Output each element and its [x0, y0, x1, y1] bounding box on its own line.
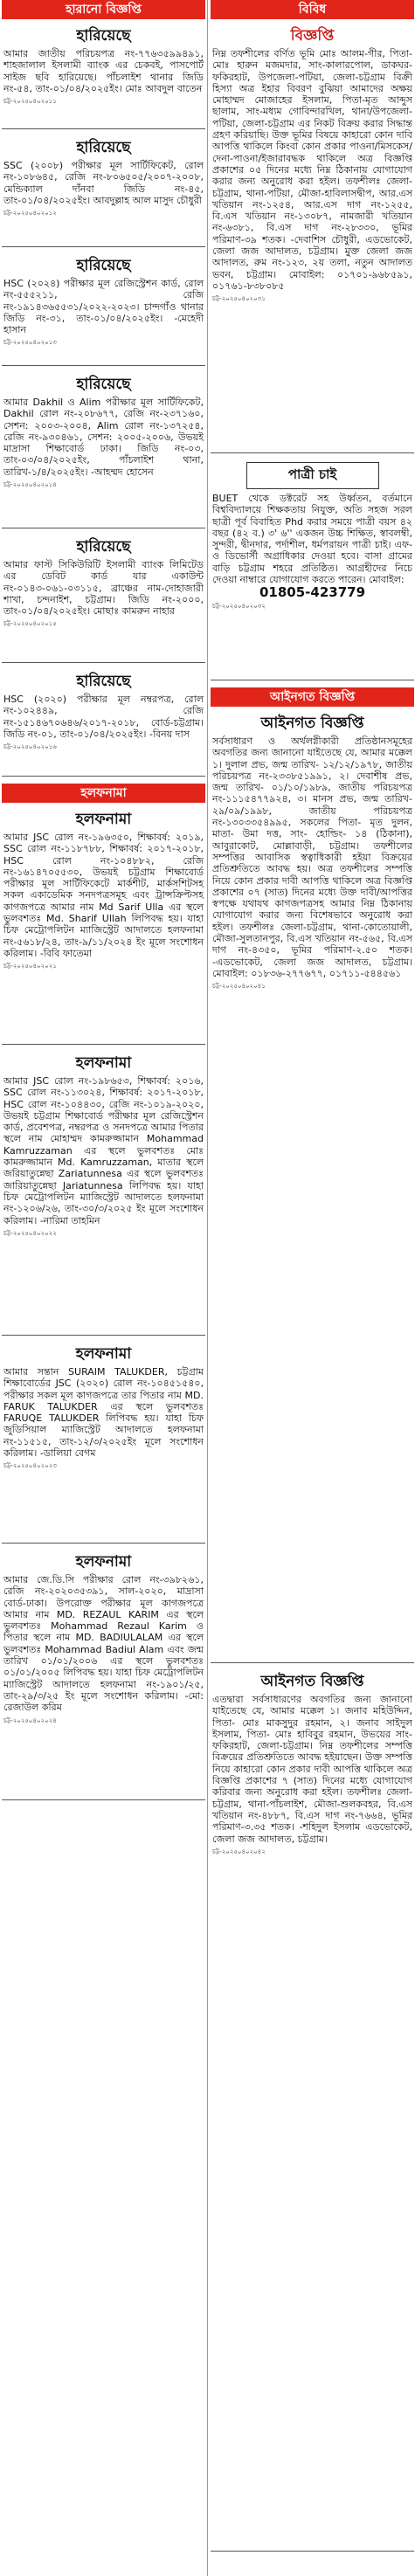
ad-code: চট্ট-২০২৫০৪০২০২২ [3, 1229, 57, 1237]
ad-heading: হারিয়েছে [76, 27, 131, 45]
affidavit-ad [2, 808, 205, 1045]
affidavit-ad [2, 1343, 205, 1544]
misc-section-header: বিবিধ [211, 0, 414, 19]
ad-body: SSC (২০০৮) পরীক্ষার মূল সার্টিফিকেট, রোল নং-১০৮৬৪৫, রেজি নং-৮০৬৫০৫/২০০৭-২০০৮, মেন্ডিক্যাল দাঁনবা জিডি নং-৪৫, তাং-০১/০৪/২০২৫ইং। আবদুল্লাহ আল মাসুদ চৌধুরী [3, 160, 204, 206]
ad-heading: আইনগত বিজ্ঞপ্তি [260, 1673, 364, 1690]
lost-ad [2, 670, 205, 777]
lost-ad [2, 24, 205, 129]
left-column [2, 0, 205, 1807]
phone-number: 01805-423779 [259, 584, 366, 601]
lost-ad [2, 136, 205, 247]
ad-code: চট্ট-২০২৫০৪০২০৩১ [212, 295, 266, 303]
lost-ad [2, 373, 205, 528]
ad-code: চট্ট-২০২৫০৪০২০১১ [3, 98, 57, 106]
ad-heading: হারিয়েছে [76, 376, 131, 393]
ad-heading: হারিয়েছে [76, 257, 131, 274]
affidavit-ad [2, 1550, 205, 1800]
lost-section-header: হারানো বিজ্ঞপ্তি [2, 0, 205, 19]
ad-body: HSC (২০২০) পরীক্ষার মূল নম্বরপত্র, রোল নং-১০২৪৪৯, রেজি নং-১৫১৪৬৭০৬৪৬/২০১৭-২০১৮, বোর্ড-চট্টগ্রাম। জিডি নং-০১, তাং-০১/০৪/২০২৫ইং। -বিনয় দাস [3, 694, 204, 740]
ad-body: আমার জাতীয় পরিচয়পত্র নং-৭৭৬৩৫৯৯৪৯১, শাহজালাল ইসলামী ব্যাংক এর চেকবই, পাসপোর্ট সাইজ ছবি হারিয়েছে। পাঁচলাইশ থানার জিডি নং-৫৪, তাং-০১/০৪/২০২৫ইং। মোঃ আবদুল বাতেন [3, 48, 204, 94]
ad-body: আমার জে.ডি.সি পরীক্ষার রোল নং-৩৯৮২৬১, রেজি নং-২০২০৩৫৩৯১, সাল-২০২০, মাদ্রাসা বোর্ড-ঢাকা। উপরোক্ত পরীক্ষার মূল কাগজপত্রে আমার নাম MD. REZAUL KARIM এর স্থলে ভুলবশতঃ Mohammad Rezaul Karim ও পিতার স্থলে নাম MD. BADIULALAM এর স্থলে ভুলবশতঃ Mohammad Badiul Alam এবং জন্ম তারিখ ০১/০১/২০০৬ এর স্থলে ভুলবশতঃ ০১/০১/২০০৫ লিপিবদ্ধ হয়। যাহা চিফ মেট্রোপলিটন ম্যাজিস্ট্রেট আদালতে হলফনামা নং-১৯০১/২৫, তাং-২৯/৩/২৫ ইং মূলে সংশোধন করিলাম। -মো: রেজাউল করিম [3, 1574, 204, 1714]
ad-heading: পাত্রী চাই [246, 462, 379, 489]
ad-body: আমার JSC রোল নং-১৯৮৬৫৩, শিক্ষাবর্ষ: ২০১৬, SSC রোল নং-১১৩০২৪, শিক্ষাবর্ষ: ২০১৭-২০১৮, HSC রোল নং-১০৪৪৩০, রেজি নং-১০১৯-২০২০, উভয়ই চট্টগ্রাম শিক্ষাবোর্ড পরীক্ষার মূল রেজিস্ট্রেশন কার্ড, প্রবেশপত্র, নম্বরপত্র ও সনদপত্রে আমার পিতার স্থলে নাম মোহাম্মদ কামরুজ্জামান Mohammad Kamruzzaman এর স্থলে ভুলবশতঃ মোঃ কামরুজ্জামান Md. Kamruzzaman, মাতার স্থলে জরিয়াতুন্নেছা Zariatunnesa এর স্থলে ভুলবশতঃ জারিয়াতুন্নেছা Jariatunnesa লিপিবদ্ধ হয়। যাহা চিফ মেট্রোপলিটন ম্যাজিস্ট্রেট আদালতে হলফনামা নং-১২০৬/২৬, তাং-৩০/৩/২০২৫ ইং মূলে সংশোধন করিলাম। -নারিমা তাহমিন [3, 1075, 204, 1226]
legal-ad [211, 712, 414, 1663]
ad-heading: হলফনামা [75, 1054, 132, 1072]
ad-body: নিম্ন তফশীলের বর্ণিত ভূমি মোঃ আলম-গীর, পিতা-মোঃ হারুন মজমদার, সাং-কালারপোল, ডাকঘর-ফকিরহাট, উপজেলা-পটিয়া, জেলা-চট্টগ্রাম বিক্রী হিস্যা অত্র ইহার বিবরণ বুঝিয়া আমাদের অক্ষয় মোহাম্মদ মোজাহের ইসলাম, পিতা-মৃত আব্দুস ছালাম, সাং-মধ্যম গোবিন্দারখিল, থানা/উপজেলা-পটিয়া, জেলা-চট্টগ্রাম এর নিকট বিক্রয় করার সিদ্ধান্ত গ্রহণ করিয়াছি। উক্ত ভূমির বিষয়ে কাহারো কোন দাবি আপত্তি থাকিলে কিংবা কোন প্রকার পাওনা/মিসকেস/ দেনা-পাওনা/ইজারাবদ্ধক থাকিলে অত্র বিজ্ঞপ্তি প্রকাশের ০৫ দিনের মধ্যে নিম্ন ঠিকানায় যোগাযোগ করার জন্য অনুরোধ করা হইল। তফশীলঃ জেলা-চট্টগ্রাম, থানা-পটিয়া, মৌজা-হাবিলাসদ্বীপ, আর.এস খতিয়ান নং-১২৫৪, আর.এস দাগ নং-১২৫৫, বি.এস খতিয়ান নং-১৩০৮৭, নামজারী খতিয়ান নং-৬৩৮১, বি.এস দাগ নং-২৮৩৩০, ভূমির পরিমাণ-৩৯ শতক। -দেবাশিস চৌধুরী, এডভোকেট, জেলা জজ আদালত, চট্টগ্রাম। মুক্ত জেলা জজ আদালত, রুম নং-১২৩, ২য় তলা, নতুন আদালত ভবন, চট্টগ্রাম। মোবাইল: ০১৭০১-৯৬৮৫৯১, ০১৭৬১-৮৩৮০৮৫ [212, 48, 412, 292]
ad-body: সর্বসাধারণ ও অর্থলগ্নীকারী প্রতিষ্ঠানসমূহের অবগতির জন্য জানানো যাইতেছে যে, আমার মক্কেল ১। দুলাল প্রভ, জন্ম তারিখ- ১২/১২/১৯৭৮, জাতীয় পরিচয়পত্র নং-২৩৩৮৫১৯৯১, ২। দেবাশীষ প্রভ, জন্ম তারিখ- ০১/১০/১৯৮৯, জাতীয় পরিচয়পত্র নং-১১১৫৪৭৭৯২৪, ৩। মানস প্রভ, জন্ম তারিখ- ২৯/০৯/১৯৯৮, জাতীয় পরিচয়পত্র নং-১৩০৩৩৫৪৯৯৫, সকলের পিতা- মৃত দুলন, মাতা- উমা দত্ত, সাং- হোল্ডিং- ১৪ (ঠিকানা), আবুরাকোট, মোল্লাবাড়ী, চট্টগ্রাম। তফশীলের সম্পত্তির আবাসিক স্বত্বাধিকারী হইয়া বিক্রয়ের প্রতিশ্রুতিতে আবদ্ধ হয়। অত্র তফশীলের সম্পত্তি নিয়ে কোন প্রকার দাবী আপত্তি থাকিলে অত্র বিজ্ঞপ্তি প্রকাশের ০৭ (সাত) দিনের মধ্যে উক্ত দাবী/আপত্তির স্বপক্ষে যথাযথ কাগজপত্রসহ আমার নিম্ন ঠিকানায় যোগাযোগ করার জন্য বিশেষভাবে অনুরোধ করা হইল। তফশীলঃ জেলা-চট্টগ্রাম, থানা-কোতোয়ালী, মৌজা-সুলতানপুর, বি.এস খতিয়ান নং-৫৬৫, বি.এস দাগ নং-৪৩৫০, ভূমির পরিমাণ-২.৫০ শতক। -এডভোকেট, জেলা জজ আদালত, চট্টগ্রাম। মোবাইল: ০১৮৩৬-২৭৭৬৭৭, ০১৭১১-৫৪৪৫৬১ [212, 736, 412, 979]
ad-heading: আইনগত বিজ্ঞপ্তি [260, 715, 364, 732]
ad-body: এতদ্বারা সর্বসাধারণের অবগতির জন্য জানানো যাইতেছে যে, আমার মক্কেল ১। জনাব মহিউদ্দিন, পিতা- মোঃ মাকসুদুর রহমান, ২। জনাব সাইদুল ইসলাম, পিতা- মোঃ হাবিবুর রহমান, উভয়ের সাং- ফকিরহাট, জেলা-চট্টগ্রাম। নিম্ন তফশীলের সম্পত্তি বিক্রয়ের প্রতিশ্রুতিতে আবদ্ধ হইয়াছেন। উক্ত সম্পত্তি নিয়ে কাহারো কোন প্রকার দাবী আপত্তি থাকিলে অত্র বিজ্ঞপ্তি প্রকাশের ৭ (সাত) দিনের মধ্যে যোগাযোগ করিবার জন্য অনুরোধ করা হইল। তফশীলঃ জেলা-চট্টগ্রাম, থানা-পাঁচলাইশ, মৌজা-শুলকবহর, বি.এস খতিয়ান নং-৪৮৮৭, বি.এস দাগ নং-৭৬৬৪, ভূমির পরিমাণ-৩.৩৫ শতক। -শহিদুল ইসলাম এডভোকেট, জেলা জজ আদালত, চট্টগ্রাম। [212, 1694, 412, 1845]
ad-heading: বিজ্ঞপ্তি [290, 27, 335, 45]
ad-code: চট্ট-২০২৫০৪০২০২৩ [3, 1462, 57, 1470]
ad-heading: হলফনামা [75, 811, 132, 828]
ad-code: চট্ট-২০২৫০৪০২০৪২ [212, 1847, 266, 1855]
ad-body: আমার সন্তান SURAIM TALUKDER, চট্টগ্রাম শিক্ষাবোর্ডের JSC (২০২০) রোল নং-১০৪৫১৫৪০, পরীক্ষার সকল মূল কাগজপত্রে তার পিতার নাম MD. FARUK TALUKDER এর স্থলে ভুলবশতঃ FARUQE TALUKDER লিপিবদ্ধ হয়। যাহা চিফ জুডিসিয়াল ম্যাজিস্ট্রেট আদালতে হলফনামা নং-১১৫১৫, তাং-১২/৩/২০২৫ইং মূলে সংশোধন করিলাম। -ডালিয়া বেগম [3, 1366, 204, 1460]
right-column [211, 0, 414, 2559]
ad-body: HSC (২০২৪) পরীক্ষার মূল রেজিস্ট্রেশন কার্ড, রোল নং-৫৫৫২১১, রেজি নং-১৯১৪৩৬৫৫৩১/২০২২-২০২৩। চান্দগাঁও থানার জিডি নং-৩১, তাং-০১/০৪/২০২৫ইং। -মেহেদী হাসান [3, 278, 204, 336]
misc-ad [211, 24, 414, 453]
ad-body: আমার JSC রোল নং-১৯৬৩৫০, শিক্ষাবর্ষ: ২০১৯, SSC রোল নং-১১৮৭৮৮, শিক্ষাবর্ষ: ২০১৭-২০১৮, HSC রোল নং-১০৪৮৮২, রেজি নং-১৬১৪৭০৫৫৩০, উভয়ই চট্টগ্রাম শিক্ষাবোর্ড পরীক্ষার মূল সার্টিফিকেটে মার্কশীট, মার্কসশিটসহ সকল একাডেমিক সনদপত্রসমূহ এবং ট্রান্সক্রিপ্টসহ কাগজপত্রে আমার নাম Md Sarif Ulla এর স্থলে ভুলবশতঃ Md. Sharif Ullah লিপিবদ্ধ হয়। যাহা চিফ মেট্রোপলিটন ম্যাজিস্ট্রেট আদালতে হলফনামা নং-৫৬১৮/২৪, তাং-৯/১১/২০২৪ ইং মূলে সংশোধন করিলাম। -বিবি ফাতেমা [3, 832, 204, 959]
ad-heading: হারিয়েছে [76, 538, 131, 556]
ad-code: চট্ট-২০২৫০৪০২০১৪ [3, 481, 57, 489]
affidavit-ad [2, 1052, 205, 1336]
ad-code: চট্ট-২০২৫০৪০২০২১ [3, 963, 57, 970]
ad-body: BUET থেকে ডক্টরেট সহ উর্ধ্বতন, বর্তমানে বিশ্ববিদ্যালয়ে শিক্ষকতায় নিযুক্ত, অতি সহজ সরল ছাত্রী পূর্ব বিবাহিত Phd করার সময়ে পাত্রী বয়স ৪২ বছর (৪২ ব.) ৩' ৬'' একজন উচ্চ শিক্ষিত, স্বাবলম্বী, সুন্দরী, দ্বীনদার, পর্দাশীল, ধর্মপরায়ন পাত্রী চাই। এফ-ও ডিভোর্সী অগ্রাধিকার দেওয়া হবে। বাসা গ্রামের বাড়ি চট্টগ্রাম শহরে প্রতিষ্ঠিত। আগ্রহীদের নিচে দেওয়া নাম্বারে যোগাযোগ করতে পারেন। মোবাইল: [212, 493, 412, 586]
ad-code: চট্ট-২০২৫০৪০২০২৪ [3, 1716, 57, 1724]
ad-code: চট্ট-২০২৫০৪০২০১৩ [3, 339, 57, 347]
ad-code: চট্ট-২০২৫০৪০২০১৬ [3, 743, 57, 751]
ad-code: চট্ট-২০২৫০৪০২০১৫ [3, 620, 57, 628]
legal-ad [211, 1670, 414, 2552]
ad-code: চট্ট-২০২৫০৪০২০১২ [3, 210, 57, 218]
ad-body: আমার ফাস্ট সিকিউরিটি ইসলামী ব্যাংক লিমিটেড এর ডেবিট কার্ড যার একাউন্ট নং-০১৪৩-০৬১-০৩১১৫, ব্রাঞ্চের নাম-দোহাজারী শাখা, চন্দনাইশ, চট্টগ্রাম। জিডি নং-২০০০, তাং-০১/০৪/২০২৫ইং। মোছাঃ কামরুন নাহার [3, 559, 204, 618]
bride-wanted-ad [211, 460, 414, 680]
ad-code: চট্ট-২০২৫০৪০২০৪১ [212, 983, 266, 991]
ad-heading: হলফনামা [75, 1553, 132, 1571]
column-divider [207, 0, 208, 2576]
ad-heading: হারিয়েছে [76, 139, 131, 156]
legal-section-header: আইনগত বিজ্ঞপ্তি [211, 687, 414, 707]
ad-code: চট্ট-২০২৫০৪০২০৩২ [212, 602, 266, 610]
lost-ad [2, 535, 205, 663]
ad-heading: হলফনামা [75, 1345, 132, 1363]
ad-body: আমার Dakhil ও Alim পরীক্ষার মূল সার্টিফিকেট, Dakhil রোল নং-২০৮৬৭৭, রেজি নং-২৩৭১৬০, সেশন: ২০০৩-২০০৪, Alim রোল নং-১৩৭২৫৪, রেজি নং-৯৩০৪৬১, সেশন: ২০০৫-২০০৬, উভয়ই মাদ্রাসা শিক্ষাবোর্ড ঢাকা। জিডি নং-০৩, তাং-০৩/০৪/২০২৫ইং, পাঁচলাইশ থানা, তারিখ-১/৪/২০২৫ইং। -আহম্মদ হোসেন [3, 397, 204, 478]
ad-heading: হারিয়েছে [76, 673, 131, 690]
affidavit-section-header: হলফনামা [2, 784, 205, 803]
lost-ad [2, 254, 205, 366]
